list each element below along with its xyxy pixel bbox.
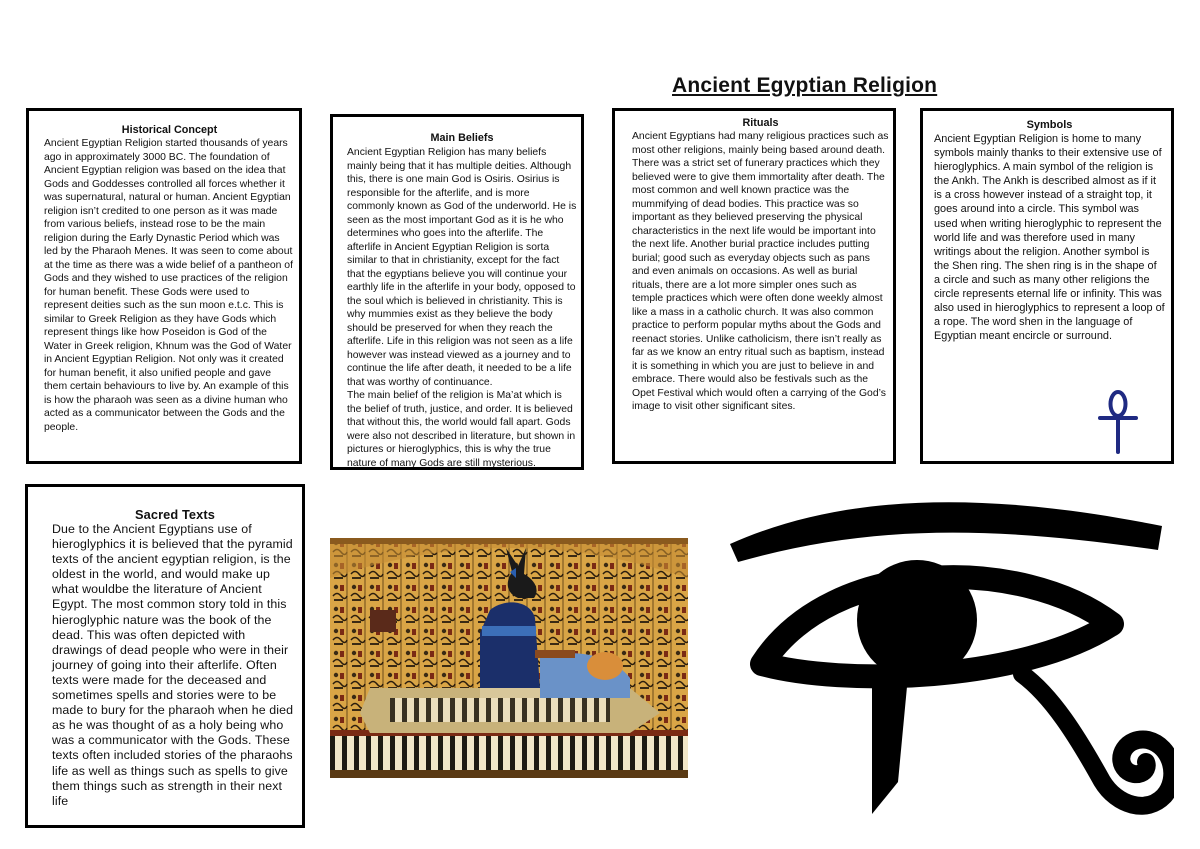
eye-of-horus-icon [722,496,1174,836]
symbols-heading: Symbols [1026,119,1073,131]
anubis-mummy-mural-image [330,538,688,778]
rituals-box [612,108,896,464]
ankh-icon [1097,388,1139,456]
historical-concept-text: Ancient Egyptian Religion started thousands of years ago in approximately 3000 BC. The foundation of Ancient Egyptian religion was based on the idea that Gods and Goddesses controlled all forces whether it was supernatural, natural or human. Ancient Egyptian religion isn’t credited to one person as it was made from various beliefs, instead rose to be the main religion during the Early Dynastic Period which was led by the Pharaoh Menes. It was seen to come about at the time as there was a wide belief of a pantheon of Gods and they wished to use practices of the religion for human benefit. These Gods were used to represent deities such as the sun moon e.t.c. This is similar to Greek Religion as they have Gods which represent things like how Poseidon is God of the Water in Greek religion, Khnum was the God of Water in Ancient Egyptian Religion. Not only was it created for human benefit, it also unified people and gave them certain behaviours to live by. An example of this is how the pharaoh was seen as a divine human who acted as a communicator between the Gods and the people. [44,138,293,433]
rituals-heading: Rituals [742,117,779,129]
main-beliefs-text: Ancient Egyptian Religion has many beliefs mainly being that it has multiple deities. Although this, there is one main God is Osiris. Osirius is responsible for the afterlife, and is more commonly known as God of the underworld. He is seen as the most important God as it is he who determines who goes into the afterlife. The afterlife in Ancient Egyptian Religion is sorta similar to that in christianity, except for the fact that the egyptians believe you will continue your earthly life in the afterlife in your body, opposed to the soul which is believed in christianity. This is why mummies exist as they believe the body should be preserved for when they reach the afterlife. Life in this religion was not seen as a life however was instead viewed as a journey and to continue the life after death, it needed to be a life that was worthy of continuance. [347,147,577,388]
historical-concept-box [26,108,302,464]
main-beliefs-text-2: The main belief of the religion is Ma’at which is the belief of truth, justice, and order. It is believed that without this, the world would fall apart. Gods were also not described in literature, but shown in pictures or hieroglyphics, this is why the true nature of many Gods are still mysterious. [347,390,576,469]
rituals-text: Ancient Egyptians had many religious practices such as most other religions, mainly being based around death. There was a strict set of funerary practices which they believed were to give them immortality after death. The most common and well known practice was the mummifying of dead bodies. This practice was so important as they believed preserving the physical characteristics in the next life would be important into the next life. Another burial practice includes putting burial; good such as everyday objects such as pans and even animals on occasions. As well as burial rituals, there are a lot more simpler ones such as temple practices which were often done weekly almost like a mass in a catholic church. It was also common practice to perform popular myths about the Gods and reenact stories. Unlike catholicism, there isn’t really as far as we know an entry ritual such as baptism, instead it is something in which you are just to believe in and embrace. There would also be festivals such as the Opet Festival which would often a carrying of the God’s image to visit other significant sites. [632,131,889,412]
main-beliefs-heading: Main Beliefs [430,132,494,144]
main-beliefs-box [330,114,584,470]
page-title: Ancient Egyptian Religion [672,74,938,97]
sacred-texts-box [25,484,305,828]
sacred-texts-text: Due to the Ancient Egyptians use of hieroglyphics it is believed that the pyramid texts of the ancient egyptian religion, is the oldest in the world, and would make up what wouldbe the literature of Ancient Egypt. The most common story told in this hieroglyphic nature was the book of the dead. This was often depicted with drawings of dead people who were in their journey of going into their afterlife. Often texts were made for the deceased and sometimes spells and stories were to be made to bury for the pharaoh when he died as he was thought of as a holy being who was a communicator with the Gods. These texts often included stories of the pharaohs life as well as things such as spells to give them things such as strength in their next life [52,522,294,808]
sacred-texts-heading: Sacred Texts [135,507,215,522]
historical-concept-heading: Historical Concept [121,124,218,136]
symbols-text: Ancient Egyptian Religion is home to many symbols mainly thanks to their extensive use of hieroglyphics. A main symbol of the religion is the Ankh. The Ankh is described almost as if it is a cross however instead of a straight top, it goes around into a circle. This symbol was used when writing hieroglyphic to represent the world life and was therefore used in many writings about the religion. Another symbol is the Shen ring. The shen ring is in the shape of a circle and such as many other religions the circle represents eternal life or infinity. This was also used in hieroglyphics to represent a loop of a rope. The word shen in the language of Egyptian meant encircle or surround. [934,133,1165,343]
